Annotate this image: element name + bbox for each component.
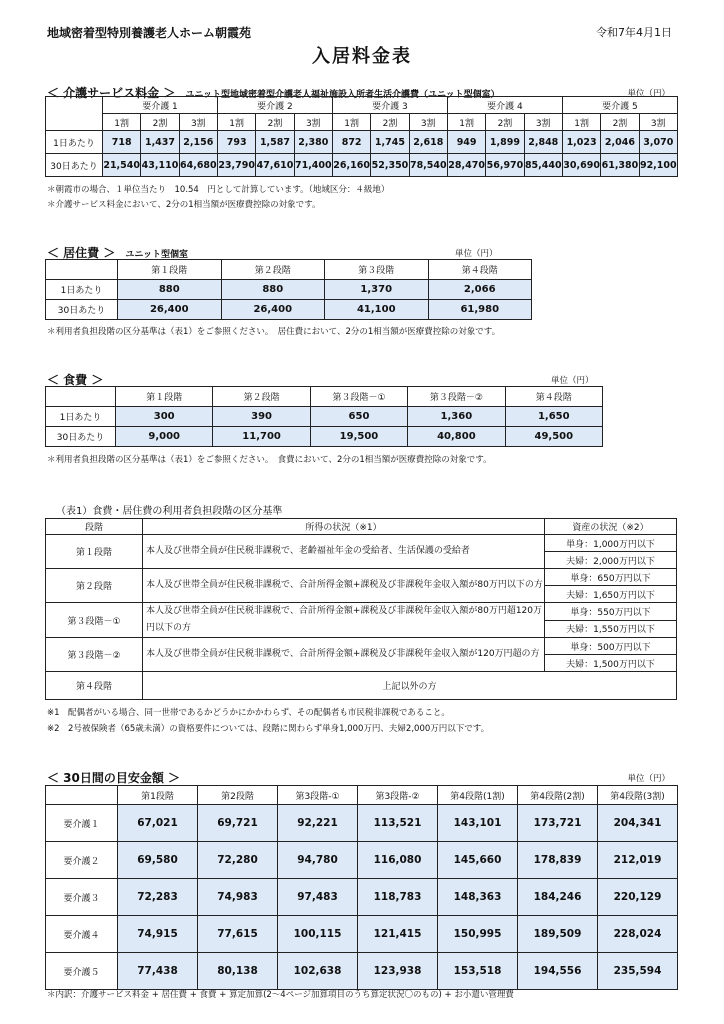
issue-date: 令和7年4月1日 [596, 26, 672, 39]
food-value: 9,000 [116, 427, 213, 447]
monthly-value: 178,839 [518, 842, 598, 879]
care-fee-value: 2,380 [294, 131, 332, 154]
monthly-value: 212,019 [598, 842, 678, 879]
criteria-income-text: 本人及び世帯全員が住民税非課税で、老齢福祉年金の受給者、生活保護の受給者 [143, 535, 545, 569]
care-heading: ＜ 介護サービス料金 ＞ [47, 86, 176, 100]
monthly-row-label: 要介護２ [46, 842, 118, 879]
monthly-value: 72,283 [118, 879, 198, 916]
monthly-row [46, 879, 678, 916]
care-ratio-header: 2割 [601, 114, 639, 131]
monthly-row [46, 916, 678, 953]
food-value: 650 [310, 407, 407, 427]
monthly-value: 204,341 [598, 805, 678, 842]
care-fee-value: 949 [447, 131, 485, 154]
care-note-1: ＊朝霞市の場合、１単位当たり 10.54 円として計算しています。（地域区分：４級地） [47, 185, 390, 195]
housing-row-label: 1日あたり [46, 280, 118, 300]
care-ratio-header: 3割 [294, 114, 332, 131]
monthly-col-header: 第4段階(3割) [598, 786, 678, 805]
care-fee-value: 2,156 [179, 131, 217, 154]
monthly-value: 92,221 [278, 805, 358, 842]
monthly-row-label: 要介護４ [46, 916, 118, 953]
monthly-unit: 単位（円） [627, 774, 670, 784]
housing-value: 41,100 [325, 300, 429, 320]
monthly-value: 150,995 [438, 916, 518, 953]
care-row [46, 131, 678, 154]
monthly-value: 194,556 [518, 953, 598, 990]
criteria-asset-couple: 夫婦：1,500万円以下 [545, 655, 677, 672]
criteria-header-row [46, 519, 677, 535]
criteria-asset-couple: 夫婦：2,000万円以下 [545, 552, 677, 569]
care-fee-value: 64,680 [179, 154, 217, 177]
care-ratio-row [46, 114, 678, 131]
food-table [45, 386, 603, 447]
housing-stage-header: 第２段階 [221, 260, 325, 280]
monthly-value: 72,280 [198, 842, 278, 879]
criteria-row [46, 638, 677, 655]
food-value: 40,800 [408, 427, 505, 447]
criteria-note-1: ※1 配偶者がいる場合、同一世帯であるかどうかにかかわらず、その配偶者も市民税非課税であること。 [47, 708, 450, 718]
criteria-stage: 第３段階－② [46, 638, 143, 672]
food-stage-header: 第４段階 [505, 387, 602, 407]
care-fee-value: 1,437 [141, 131, 179, 154]
criteria-asset-couple: 夫婦：1,550万円以下 [545, 620, 677, 638]
monthly-col-header: 第4段階(2割) [518, 786, 598, 805]
care-ratio-header: 1割 [332, 114, 370, 131]
care-fee-value: 56,970 [486, 154, 524, 177]
housing-value: 880 [221, 280, 325, 300]
food-value: 1,360 [408, 407, 505, 427]
care-fee-value: 61,380 [601, 154, 639, 177]
food-row [46, 427, 603, 447]
monthly-value: 153,518 [438, 953, 518, 990]
criteria-col-stage: 段階 [46, 519, 143, 535]
monthly-value: 173,721 [518, 805, 598, 842]
monthly-value: 100,115 [278, 916, 358, 953]
criteria-income-text: 本人及び世帯全員が住民税非課税で、合計所得金額+課税及び非課税年金収入額が120万円超の方 [143, 638, 545, 672]
monthly-value: 80,138 [198, 953, 278, 990]
food-stage-header: 第３段階－① [310, 387, 407, 407]
care-level-header: 要介護 2 [217, 97, 332, 114]
monthly-col-header: 第2段階 [198, 786, 278, 805]
food-corner-cell [46, 387, 116, 407]
monthly-value: 94,780 [278, 842, 358, 879]
criteria-asset-couple: 夫婦：1,650万円以下 [545, 586, 677, 603]
housing-row [46, 280, 532, 300]
housing-value: 26,400 [118, 300, 222, 320]
care-fee-value: 28,470 [447, 154, 485, 177]
care-fee-value: 23,790 [217, 154, 255, 177]
criteria-row-last [46, 672, 677, 700]
care-ratio-header: 3割 [409, 114, 447, 131]
monthly-value: 77,438 [118, 953, 198, 990]
monthly-row-label: 要介護５ [46, 953, 118, 990]
monthly-value: 116,080 [358, 842, 438, 879]
monthly-value: 102,638 [278, 953, 358, 990]
monthly-value: 143,101 [438, 805, 518, 842]
housing-value: 880 [118, 280, 222, 300]
criteria-income-text: 本人及び世帯全員が住民税非課税で、合計所得金額+課税及び非課税年金収入額が80万円以下の方 [143, 569, 545, 603]
monthly-value: 74,915 [118, 916, 198, 953]
criteria-heading: （表1）食費・居住費の利用者負担段階の区分基準 [56, 506, 283, 517]
care-ratio-header: 1割 [103, 114, 141, 131]
monthly-value: 123,938 [358, 953, 438, 990]
housing-stage-header: 第４段階 [428, 260, 532, 280]
care-level-header: 要介護 4 [447, 97, 562, 114]
food-value: 11,700 [213, 427, 310, 447]
criteria-table [45, 518, 677, 700]
care-row-label: 30日あたり [46, 154, 103, 177]
care-fee-value: 2,046 [601, 131, 639, 154]
care-fee-value: 3,070 [639, 131, 677, 154]
monthly-value: 67,021 [118, 805, 198, 842]
criteria-row [46, 603, 677, 621]
care-ratio-header: 2割 [256, 114, 294, 131]
care-fee-value: 52,350 [371, 154, 409, 177]
monthly-table [45, 785, 678, 990]
monthly-value: 77,615 [198, 916, 278, 953]
housing-row [46, 300, 532, 320]
care-fee-value: 71,400 [294, 154, 332, 177]
monthly-value: 69,580 [118, 842, 198, 879]
care-fee-value: 30,690 [562, 154, 600, 177]
criteria-asset-single: 単身：550万円以下 [545, 603, 677, 621]
criteria-stage: 第３段階－① [46, 603, 143, 638]
housing-note: ＊利用者負担段階の区分基準は（表1）をご参照ください。 居住費において、2分の1相当額が医療費控除の対象です。 [47, 327, 501, 337]
care-level-header: 要介護 5 [562, 97, 677, 114]
monthly-note: ＊内訳：介護サービス料金 + 居住費 + 食費 + 算定加算(2～4ページ加算項目のうち算定状況〇のもの) + お小遣い管理費 [47, 990, 514, 1000]
criteria-col-assets: 資産の状況（※2） [545, 519, 677, 535]
monthly-value: 189,509 [518, 916, 598, 953]
care-fee-value: 1,023 [562, 131, 600, 154]
monthly-value: 148,363 [438, 879, 518, 916]
monthly-value: 74,983 [198, 879, 278, 916]
care-fee-value: 2,618 [409, 131, 447, 154]
care-fee-value: 47,610 [256, 154, 294, 177]
criteria-income-text: 本人及び世帯全員が住民税非課税で、合計所得金額+課税及び非課税年金収入額が80万円超120万円以下の方 [143, 603, 545, 638]
care-ratio-header: 3割 [639, 114, 677, 131]
monthly-row [46, 953, 678, 990]
care-fee-table [45, 96, 678, 177]
housing-heading: ＜ 居住費 ＞ [47, 246, 116, 260]
monthly-row-label: 要介護１ [46, 805, 118, 842]
food-row-label: 1日あたり [46, 407, 116, 427]
care-ratio-header: 1割 [562, 114, 600, 131]
care-subheading: ユニット型地域密着型介護老人福祉施設入所者生活介護費（ユニット型個室） [185, 90, 500, 100]
monthly-value: 220,129 [598, 879, 678, 916]
care-fee-value: 78,540 [409, 154, 447, 177]
food-value: 49,500 [505, 427, 602, 447]
care-fee-value: 1,745 [371, 131, 409, 154]
food-value: 390 [213, 407, 310, 427]
monthly-value: 69,721 [198, 805, 278, 842]
care-ratio-header: 3割 [524, 114, 562, 131]
monthly-col-header: 第3段階-① [278, 786, 358, 805]
monthly-corner-cell [46, 786, 118, 805]
criteria-stage: 第１段階 [46, 535, 143, 569]
food-stage-header: 第３段階－② [408, 387, 505, 407]
criteria-col-income: 所得の状況（※1） [143, 519, 545, 535]
food-stage-header: 第１段階 [116, 387, 213, 407]
care-fee-value: 793 [217, 131, 255, 154]
care-row [46, 154, 678, 177]
food-value: 19,500 [310, 427, 407, 447]
care-unit: 単位（円） [627, 89, 670, 99]
monthly-row [46, 805, 678, 842]
criteria-row [46, 535, 677, 552]
criteria-note-2: ※2 2号被保険者（65歳未満）の資格要件については、段階に関わらず単身1,000万円、夫婦2,000万円以下です。 [47, 724, 490, 734]
monthly-value: 121,415 [358, 916, 438, 953]
monthly-value: 118,783 [358, 879, 438, 916]
care-fee-value: 1,587 [256, 131, 294, 154]
care-corner-cell [46, 97, 103, 131]
monthly-col-header: 第3段階-② [358, 786, 438, 805]
criteria-stage: 第４段階 [46, 672, 143, 700]
food-note: ＊利用者負担段階の区分基準は（表1）をご参照ください。 食費において、2分の1相当額が医療費控除の対象です。 [47, 455, 492, 465]
food-value: 300 [116, 407, 213, 427]
monthly-value: 184,246 [518, 879, 598, 916]
care-fee-value: 872 [332, 131, 370, 154]
criteria-last-text: 上記以外の方 [143, 672, 677, 700]
housing-table [45, 259, 532, 320]
monthly-row [46, 842, 678, 879]
housing-value: 61,980 [428, 300, 532, 320]
monthly-col-header: 第4段階(1割) [438, 786, 518, 805]
criteria-asset-single: 単身：1,000万円以下 [545, 535, 677, 552]
monthly-col-header: 第1段階 [118, 786, 198, 805]
housing-value: 1,370 [325, 280, 429, 300]
care-fee-value: 21,540 [103, 154, 141, 177]
housing-stage-header: 第１段階 [118, 260, 222, 280]
monthly-header-row [46, 786, 678, 805]
care-note-2: ＊介護サービス料金において、2分の1相当額が医療費控除の対象です。 [47, 200, 321, 210]
criteria-asset-single: 単身：500万円以下 [545, 638, 677, 655]
monthly-value: 235,594 [598, 953, 678, 990]
housing-value: 2,066 [428, 280, 532, 300]
housing-value: 26,400 [221, 300, 325, 320]
care-level-header: 要介護 1 [103, 97, 218, 114]
housing-corner-cell [46, 260, 118, 280]
monthly-value: 97,483 [278, 879, 358, 916]
care-ratio-header: 1割 [447, 114, 485, 131]
criteria-stage: 第２段階 [46, 569, 143, 603]
food-unit: 単位（円） [551, 376, 594, 386]
facility-name: 地域密着型特別養護老人ホーム朝霞苑 [47, 26, 252, 40]
care-ratio-header: 2割 [371, 114, 409, 131]
food-value: 1,650 [505, 407, 602, 427]
housing-header-row [46, 260, 532, 280]
care-ratio-header: 3割 [179, 114, 217, 131]
care-fee-value: 92,100 [639, 154, 677, 177]
care-fee-value: 43,110 [141, 154, 179, 177]
care-ratio-header: 1割 [217, 114, 255, 131]
food-row-label: 30日あたり [46, 427, 116, 447]
housing-subheading: ユニット型個室 [125, 250, 188, 260]
monthly-heading: ＜ 30日間の目安金額 ＞ [47, 771, 181, 785]
food-header-row [46, 387, 603, 407]
care-ratio-header: 2割 [486, 114, 524, 131]
care-level-row [46, 97, 678, 114]
care-fee-value: 2,848 [524, 131, 562, 154]
monthly-row-label: 要介護３ [46, 879, 118, 916]
care-fee-value: 1,899 [486, 131, 524, 154]
housing-stage-header: 第３段階 [325, 260, 429, 280]
monthly-value: 145,660 [438, 842, 518, 879]
monthly-value: 113,521 [358, 805, 438, 842]
housing-row-label: 30日あたり [46, 300, 118, 320]
care-row-label: 1日あたり [46, 131, 103, 154]
care-ratio-header: 2割 [141, 114, 179, 131]
food-row [46, 407, 603, 427]
monthly-value: 228,024 [598, 916, 678, 953]
criteria-row [46, 569, 677, 586]
care-fee-value: 26,160 [332, 154, 370, 177]
care-level-header: 要介護 3 [332, 97, 447, 114]
housing-unit: 単位（円） [455, 249, 498, 259]
criteria-asset-single: 単身：650万円以下 [545, 569, 677, 586]
care-fee-value: 85,440 [524, 154, 562, 177]
care-fee-value: 718 [103, 131, 141, 154]
food-heading: ＜ 食費 ＞ [47, 373, 104, 387]
page-title: 入居料金表 [312, 46, 412, 67]
food-stage-header: 第２段階 [213, 387, 310, 407]
